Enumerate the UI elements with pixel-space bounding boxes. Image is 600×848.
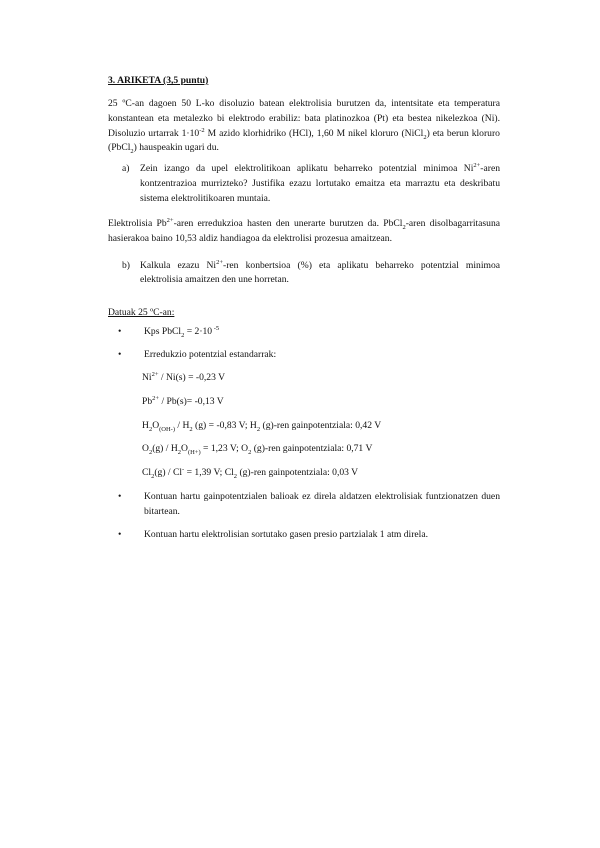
kps-text bbox=[144, 325, 500, 340]
pot-cl2-text-3: = 1,39 V; Cl bbox=[184, 467, 234, 479]
kps-sup: -5 bbox=[212, 324, 220, 332]
bullet-icon: • bbox=[118, 326, 122, 338]
kps-sub: 2 bbox=[181, 332, 185, 340]
potential-h2 bbox=[142, 419, 500, 434]
middle-paragraph bbox=[108, 217, 500, 247]
intro-sub-1: 2 bbox=[423, 133, 427, 141]
middle-sup: 2+ bbox=[166, 216, 174, 224]
question-b-label: b) bbox=[122, 259, 130, 271]
question-a-text-1: Zein izango da upel elektrolitikoan aplikatu beharreko potentzial minimoa Ni bbox=[140, 163, 474, 175]
pot-pb-text-2: / Pb(s)= -0,13 V bbox=[159, 395, 224, 407]
intro-paragraph bbox=[108, 97, 500, 156]
pot-h2-text-2: O bbox=[152, 419, 160, 431]
intro-text-3: ) eta berun kloruro (PbCl bbox=[108, 127, 500, 154]
question-b bbox=[108, 259, 500, 289]
intro-sub-2: 2 bbox=[130, 148, 134, 156]
potential-cl2 bbox=[142, 466, 500, 481]
pot-cl2-sub-1: 2 bbox=[151, 473, 155, 481]
data-item-kps bbox=[108, 325, 500, 340]
question-b-sup: 2+ bbox=[216, 258, 224, 266]
pot-pb-sup: 2+ bbox=[152, 394, 160, 402]
intro-sup: -2 bbox=[199, 126, 205, 134]
pot-h2-sub-4: 2 bbox=[256, 425, 261, 433]
pot-h2-sub-2: (OH-) bbox=[159, 425, 176, 433]
question-b-text-1: Kalkula ezazu Ni bbox=[140, 259, 217, 271]
pot-ni-sup: 2+ bbox=[151, 370, 159, 378]
middle-text-2: -aren erredukzioa hasten den unerarte burutzen da. PbCl bbox=[173, 217, 403, 229]
pot-h2-text-5: (g)-ren gainpotentziala: 0,42 V bbox=[260, 419, 382, 431]
pot-ni-text-2: / Ni(s) = -0,23 V bbox=[158, 371, 226, 383]
potentials-heading: Erredukzio potentzial estandarrak: bbox=[144, 349, 277, 361]
pressure-note-text: Kontuan hartu elektrolisian sortutako gasen presio partzialak 1 atm direla. bbox=[144, 528, 428, 540]
pot-o2-text-2: (g) / H bbox=[152, 443, 178, 455]
pot-o2-text-4: = 1,23 V; O bbox=[200, 443, 249, 455]
bullet-icon: • bbox=[118, 491, 122, 503]
pot-o2-text-1: O bbox=[142, 443, 149, 455]
pot-h2-text-4: (g) = -0,83 V; H bbox=[192, 419, 257, 431]
pot-cl2-sub-2: 2 bbox=[233, 473, 238, 481]
pot-o2-sub-1: 2 bbox=[148, 449, 153, 457]
potential-ni bbox=[142, 371, 500, 386]
pot-h2-sub-1: 2 bbox=[148, 425, 153, 433]
pot-o2-text-5: (g)-ren gainpotentziala: 0,71 V bbox=[251, 443, 373, 455]
pot-o2-sub-4: 2 bbox=[248, 449, 252, 457]
question-a-label: a) bbox=[122, 163, 130, 175]
kps-text-2: = 2·10 bbox=[184, 326, 213, 338]
pot-ni-text-1: Ni bbox=[142, 371, 152, 383]
data-item-pressure-note bbox=[108, 528, 500, 543]
overpotential-note-text: Kontuan hartu gainpotentzialen balioak ez direla aldatzen elektrolisiak funtzionatzen duen bitartean. bbox=[144, 491, 500, 518]
pot-h2-text-3: / H bbox=[175, 419, 190, 431]
potential-pb bbox=[142, 395, 500, 410]
pot-cl2-text-4: (g)-ren gainpotentziala: 0,03 V bbox=[237, 467, 359, 479]
data-heading: Datuak 25 ºC-an: bbox=[108, 307, 175, 319]
bullet-icon: • bbox=[118, 528, 122, 540]
data-item-overpotential-note bbox=[108, 490, 500, 520]
middle-text-1: Elektrolisia Pb bbox=[108, 217, 167, 229]
intro-text-2: M azido klorhidriko (HCl), 1,60 M nikel kloruro (NiCl bbox=[204, 127, 424, 139]
intro-text-1: 25 ºC-an dagoen 50 L-ko disoluzio batean elektrolisia burutzen da, intentsitate eta temperatura konstantean eta metalezko bi elektrodo erabiliz: bata platinozkoa (Pt) eta bestea nikelezkoa (Ni). Disoluzio urtarrak 1·10 bbox=[108, 97, 500, 139]
pot-cl2-text-2: (g) / Cl bbox=[154, 467, 183, 479]
exercise-content bbox=[108, 74, 500, 551]
data-item-potentials bbox=[108, 348, 500, 363]
question-b-text bbox=[140, 259, 500, 289]
question-a-text bbox=[140, 162, 500, 207]
pot-pb-text-1: Pb bbox=[142, 395, 153, 407]
kps-text-1: Kps PbCl bbox=[144, 326, 182, 338]
pot-o2-text-3: O bbox=[181, 443, 188, 455]
middle-text-3: -aren disolbagarritasuna hasierakoa baino 10,53 aldiz handiagoa da elektrolisi prozesua amaitzean. bbox=[108, 217, 500, 244]
pot-cl2-text-1: Cl bbox=[142, 467, 152, 479]
question-a-sup: 2+ bbox=[473, 162, 481, 170]
bullet-icon: • bbox=[118, 349, 122, 361]
pot-h2-text-1: H bbox=[142, 419, 149, 431]
pot-o2-sub-2: 2 bbox=[177, 449, 182, 457]
middle-sub: 2 bbox=[402, 223, 406, 231]
intro-text-4: ) hauspeakin ugari du. bbox=[133, 142, 219, 154]
question-b-text-2: -ren konbertsioa (%) eta aplikatu beharreko potentzial minimoa elektrolisia amaitzen den une horretan. bbox=[140, 259, 500, 286]
question-a-text-2: -aren kontzentrazioa murrizteko? Justifika ezazu lortutako emaitza eta marraztu eta deskribatu sistema elektrolitikoaren muntaia. bbox=[140, 163, 500, 205]
exercise-title: 3. ARIKETA (3,5 puntu) bbox=[108, 75, 209, 86]
potential-o2 bbox=[142, 442, 500, 457]
pot-cl2-sup: - bbox=[182, 466, 185, 474]
data-list bbox=[108, 325, 500, 543]
pot-h2-sub-3: 2 bbox=[189, 425, 193, 433]
pot-o2-sub-3: (H+) bbox=[187, 449, 201, 457]
potentials-list bbox=[108, 371, 500, 481]
question-a bbox=[108, 162, 500, 207]
